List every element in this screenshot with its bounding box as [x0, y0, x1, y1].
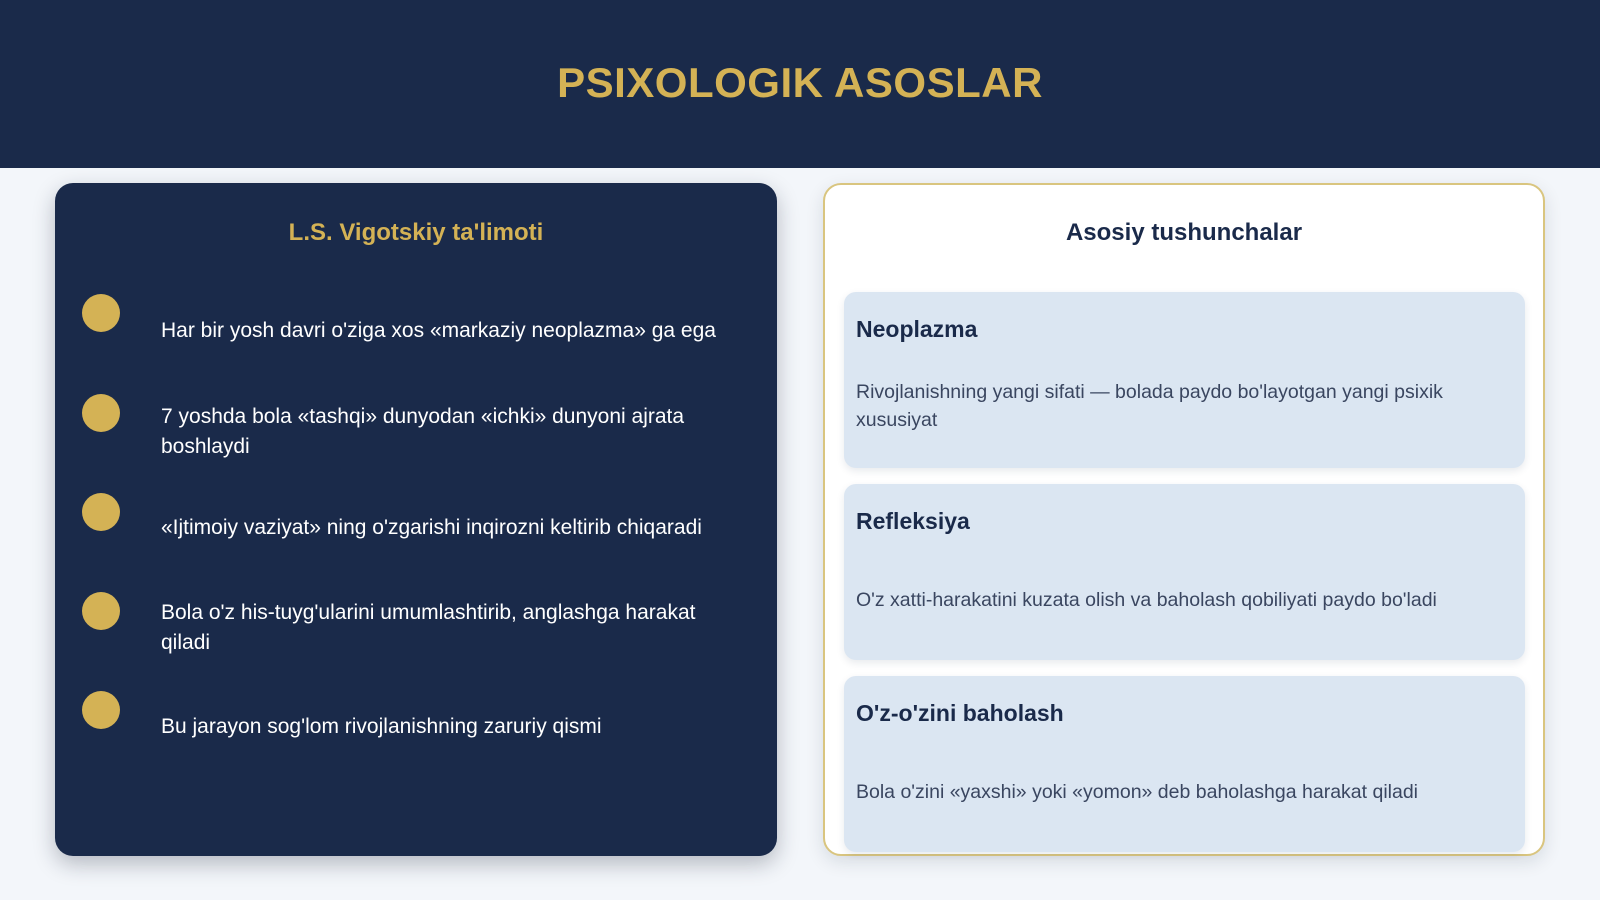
bullet-dot-icon: [82, 294, 120, 332]
vigotskiy-card-title: L.S. Vigotskiy ta'limoti: [288, 219, 544, 246]
concept-title: O'z-o'zini baholash: [856, 700, 1064, 726]
concept-title: Refleksiya: [856, 508, 970, 534]
bullet-dot-icon: [82, 394, 120, 432]
vigotskiy-card: [55, 183, 777, 856]
concept-description: Bola o'zini «yaxshi» yoki «yomon» deb baholashga harakat qiladi: [856, 781, 1419, 803]
concept-item-ozini-baholash: [844, 676, 1525, 852]
concept-description: Rivojlanishning yangi sifati — bolada paydo bo'layotgan yangi psixik xususiyat: [856, 381, 1443, 431]
list-item-text: Har bir yosh davri o'ziga xos «markaziy neoplazma» ga ega: [161, 319, 716, 342]
concepts-card-title: Asosiy tushunchalar: [1065, 219, 1303, 246]
slide-header: [0, 0, 1600, 168]
concept-item-neoplazma: [844, 292, 1525, 468]
concepts-card: [823, 183, 1545, 856]
slide-title: PSIXOLOGIK ASOSLAR: [557, 59, 1043, 106]
concept-title: Neoplazma: [856, 316, 978, 342]
bullet-dot-icon: [82, 592, 120, 630]
list-item-text: Bola o'z his-tuyg'ularini umumlashtirib, anglashga harakat qiladi: [161, 601, 696, 654]
list-item-text: Bu jarayon sog'lom rivojlanishning zaruriy qismi: [161, 715, 602, 738]
list-item-text: «Ijtimoiy vaziyat» ning o'zgarishi inqirozni keltirib chiqaradi: [161, 516, 702, 539]
bullet-dot-icon: [82, 691, 120, 729]
concept-description: O'z xatti-harakatini kuzata olish va baholash qobiliyati paydo bo'ladi: [856, 589, 1437, 611]
concept-item-refleksiya: [844, 484, 1525, 660]
list-item-text: 7 yoshda bola «tashqi» dunyodan «ichki» dunyoni ajrata boshlaydi: [161, 405, 685, 458]
bullet-dot-icon: [82, 493, 120, 531]
